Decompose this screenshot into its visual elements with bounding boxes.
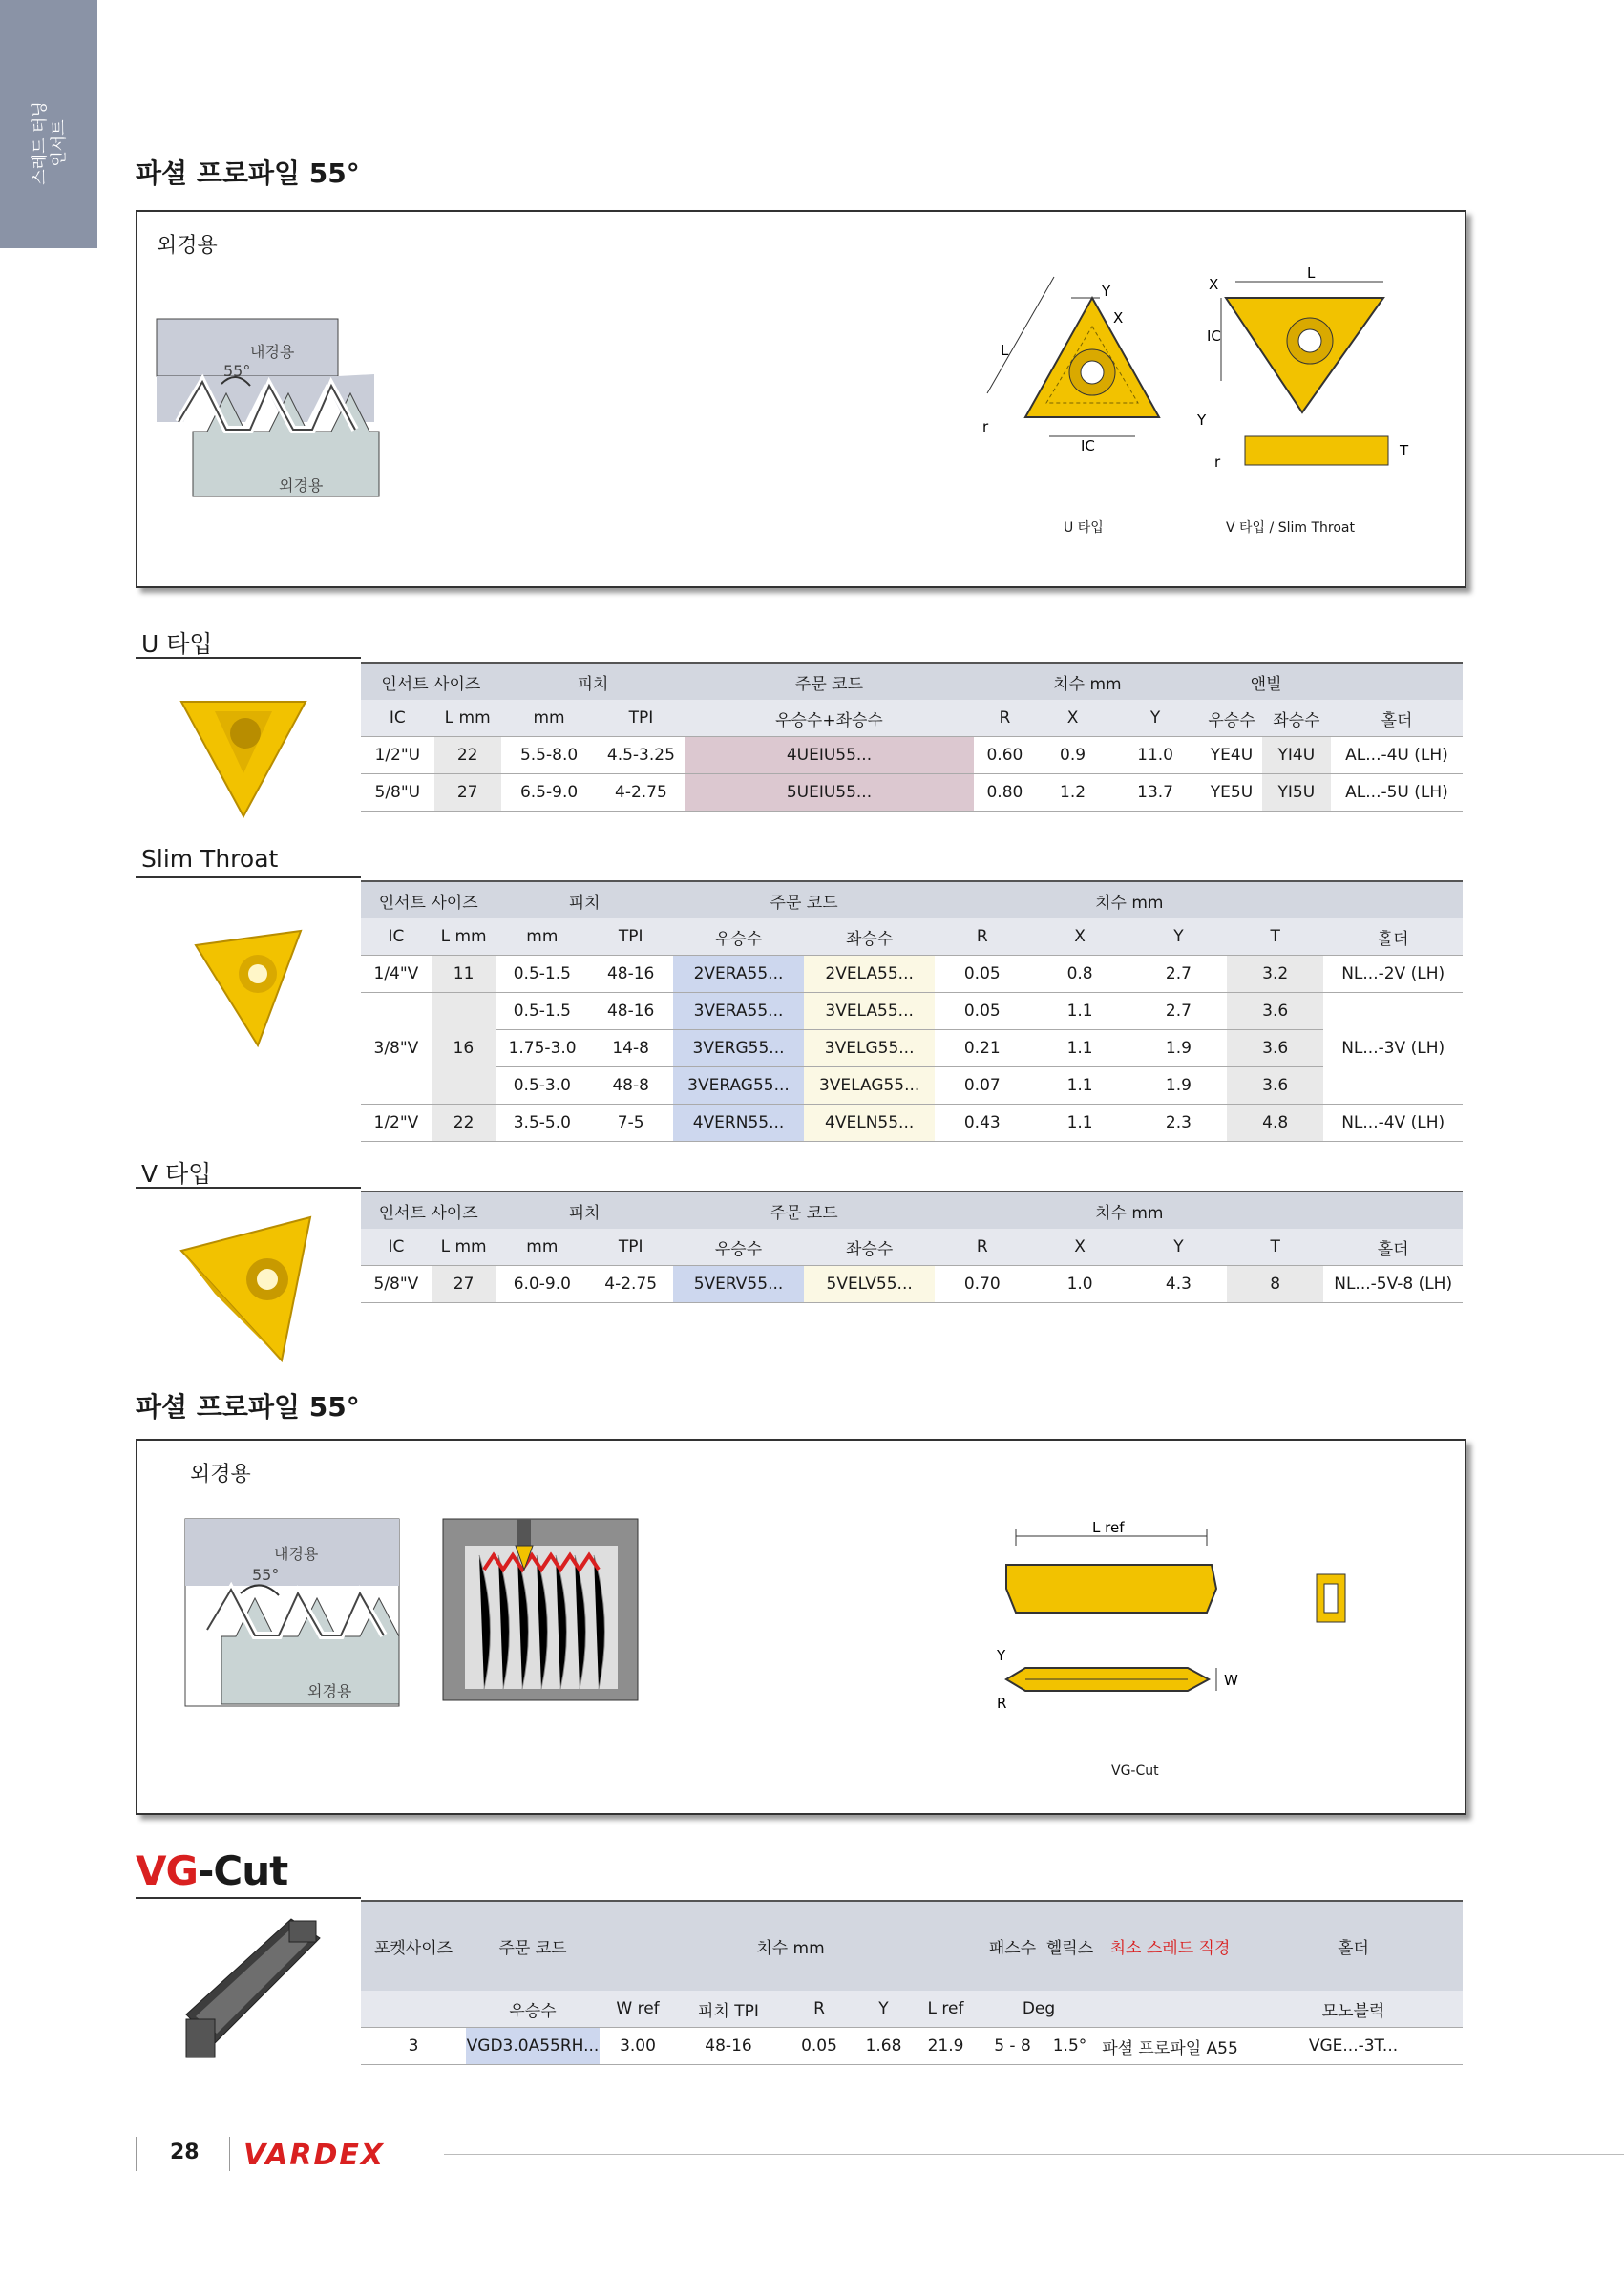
v-type-caption: V 타입 / Slim Throat (1226, 520, 1355, 536)
st-h-l: L mm (432, 918, 496, 956)
v-h-x: X (1029, 1229, 1129, 1266)
table-row: 5/8"V 27 6.0-9.0 4-2.75 5VERV55... 5VELV55... 0.70 1.0 4.3 8 NL...-5V-8 (LH) (361, 1266, 1463, 1303)
v-type-title-underline (136, 1187, 361, 1189)
st-h-tpi: TPI (588, 918, 673, 956)
u-dim-x: X (1113, 309, 1124, 327)
u-h-code: 우승수+좌승수 (685, 700, 973, 737)
u-h-anvil-lh: 좌승수 (1262, 700, 1331, 737)
st-group-dims: 치수 mm (935, 881, 1323, 918)
v-dim-l: L (1307, 264, 1316, 282)
thread-profile-diagram (155, 317, 384, 498)
vgcut-insert-diagram (997, 1508, 1360, 1727)
vg-dim-lref: L ref (1092, 1519, 1125, 1536)
vardex-logo: VARDEX (243, 2139, 386, 2172)
u-group-insert-size: 인서트 사이즈 (361, 663, 501, 700)
u-type-table (361, 662, 1463, 812)
footer-divider-left (136, 2137, 137, 2171)
st-h-y: Y (1130, 918, 1227, 956)
vg-h2-y: Y (857, 1991, 910, 2028)
threading-workpiece-image (441, 1517, 642, 1704)
v-dim-y: Y (1197, 411, 1207, 429)
u-h-holder: 홀더 (1331, 700, 1463, 737)
st-h-ic: IC (361, 918, 432, 956)
table-row: 0.5-3.0 48-8 3VERAG55... 3VELAG55... 0.07 1.1 1.9 3.6 (361, 1067, 1463, 1105)
side-tab-label: 스레드 터닝 인서트 (31, 101, 69, 185)
vg-dim-r: R (997, 1695, 1007, 1712)
vgcut-insert-image (177, 1909, 329, 2072)
vgcut-table (361, 1900, 1463, 2065)
v-dim-ic: IC (1207, 327, 1221, 345)
v-h-rh: 우승수 (673, 1229, 804, 1266)
profile-outer-label: 외경용 (279, 476, 324, 495)
vg-dim-w: W (1224, 1672, 1238, 1689)
v-dim-r: r (1214, 453, 1221, 471)
vg-h2-rh: 우승수 (466, 1991, 600, 2028)
u-dim-ic: IC (1081, 437, 1095, 454)
vg-h2-pitch-tpi: 피치 TPI (676, 1991, 781, 2028)
vg-h-holder: 홀더 (1244, 1901, 1463, 1991)
table-row: 1/2"V 22 3.5-5.0 7-5 4VERN55... 4VELN55... 0.43 1.1 2.3 4.8 NL...-4V (LH) (361, 1105, 1463, 1142)
v-type-insert-diagram (1197, 255, 1484, 475)
u-group-pitch: 피치 (501, 663, 685, 700)
v-h-holder: 홀더 (1323, 1229, 1463, 1266)
table-row: 3/8"V 16 0.5-1.5 48-16 3VERA55... 3VELA55... 0.05 1.1 2.7 3.6 NL...-3V (LH) (361, 993, 1463, 1030)
v-group-insert-size: 인서트 사이즈 (361, 1192, 496, 1229)
v-h-tpi: TPI (588, 1229, 673, 1266)
u-h-x: X (1036, 700, 1109, 737)
st-h-x: X (1029, 918, 1129, 956)
profile-inner-label: 내경용 (250, 343, 295, 361)
vg-h-order-code: 주문 코드 (466, 1901, 600, 1991)
section1-diagram-box (136, 210, 1466, 588)
v-group-dims: 치수 mm (935, 1192, 1323, 1229)
v-h-y: Y (1130, 1229, 1227, 1266)
side-tab (0, 0, 97, 248)
thread-profile-diagram-2 (183, 1517, 403, 1708)
st-h-holder: 홀더 (1323, 918, 1463, 956)
v-h-mm: mm (496, 1229, 588, 1266)
u-h-mm: mm (501, 700, 598, 737)
slim-throat-insert-image (191, 926, 310, 1050)
u-dim-r: r (982, 418, 989, 435)
table-row: 1/2"U 22 5.5-8.0 4.5-3.25 4UEIU55... 0.60 0.9 11.0 YE4U YI4U AL...-4U (LH) (361, 737, 1463, 774)
v-type-insert-image (177, 1213, 315, 1365)
v-type-title: V 타입 (141, 1160, 212, 1188)
slim-throat-title: Slim Throat (141, 845, 279, 873)
u-h-anvil-rh: 우승수 (1201, 700, 1262, 737)
profile2-outer-label: 외경용 (307, 1682, 352, 1700)
u-group-anvil: 앤빌 (1201, 663, 1331, 700)
v-h-t: T (1227, 1229, 1323, 1266)
vg-h2-lref: L ref (910, 1991, 981, 2028)
table-row: 3 VGD3.0A55RH... 3.00 48-16 0.05 1.68 21.9 5 - 8 1.5° 파셜 프로파일 A55 VGE...-3T... (361, 2028, 1463, 2065)
u-h-l: L mm (434, 700, 501, 737)
page-number: 28 (170, 2141, 200, 2164)
st-group-pitch: 피치 (496, 881, 673, 918)
st-h-t: T (1227, 918, 1323, 956)
vg-h2-wref: W ref (600, 1991, 676, 2028)
footer-divider-right (229, 2137, 230, 2171)
table-row: 5/8"U 27 6.5-9.0 4-2.75 5UEIU55... 0.80 1.2 13.7 YE5U YI5U AL...-5U (LH) (361, 774, 1463, 812)
footer-rule (444, 2154, 1624, 2155)
u-type-title-underline (136, 657, 361, 659)
slim-throat-table (361, 880, 1463, 1142)
vg-h2-monoblock: 모노블럭 (1244, 1991, 1463, 2028)
v-h-ic: IC (361, 1229, 432, 1266)
vg-dim-y: Y (997, 1647, 1006, 1664)
u-type-insert-image (177, 687, 310, 821)
slim-throat-title-underline (136, 876, 361, 878)
vg-h-min-thread-dia: 최소 스레드 직경 (1096, 1901, 1244, 1991)
profile-angle-label: 55° (223, 362, 251, 380)
vg-h-dims: 치수 mm (600, 1901, 981, 1991)
vgcut-title-part1: VG (136, 1847, 198, 1894)
vgcut-title-underline (136, 1897, 361, 1899)
vg-h2-r: R (781, 1991, 857, 2028)
vg-h2-deg: Deg (981, 1991, 1096, 2028)
vg-h-helix: 헬릭스 (1044, 1901, 1096, 1991)
v-dim-x: X (1209, 276, 1219, 293)
table-row: 1/4"V 11 0.5-1.5 48-16 2VERA55... 2VELA55... 0.05 0.8 2.7 3.2 NL...-2V (LH) (361, 956, 1463, 993)
section1-title: 파셜 프로파일 55° (136, 158, 360, 189)
u-type-caption: U 타입 (1064, 520, 1104, 536)
section2-box-label: 외경용 (190, 1463, 251, 1487)
st-h-mm: mm (496, 918, 588, 956)
vgcut-caption: VG-Cut (1111, 1763, 1159, 1779)
v-group-pitch: 피치 (496, 1192, 673, 1229)
section2-title: 파셜 프로파일 55° (136, 1391, 360, 1423)
v-h-lh: 좌승수 (804, 1229, 935, 1266)
v-group-order-code: 주문 코드 (673, 1192, 935, 1229)
profile2-inner-label: 내경용 (274, 1545, 319, 1563)
u-h-r: R (974, 700, 1037, 737)
u-h-tpi: TPI (597, 700, 685, 737)
section1-box-label: 외경용 (157, 234, 218, 258)
st-group-insert-size: 인서트 사이즈 (361, 881, 496, 918)
u-dim-l: L (1001, 342, 1009, 359)
vg-h-pocket-size: 포켓사이즈 (361, 1901, 466, 1991)
table-row: 1.75-3.0 14-8 3VERG55... 3VELG55... 0.21 1.1 1.9 3.6 (361, 1030, 1463, 1067)
st-h-rh: 우승수 (673, 918, 804, 956)
vg-h-passes: 패스수 (981, 1901, 1044, 1991)
u-group-dims: 치수 mm (974, 663, 1202, 700)
st-group-order-code: 주문 코드 (673, 881, 935, 918)
v-dim-t: T (1400, 442, 1409, 459)
u-h-y: Y (1109, 700, 1201, 737)
v-h-r: R (935, 1229, 1029, 1266)
u-group-order-code: 주문 코드 (685, 663, 973, 700)
u-dim-y: Y (1102, 283, 1111, 300)
st-h-r: R (935, 918, 1029, 956)
v-h-l: L mm (432, 1229, 496, 1266)
vgcut-title-part2: -Cut (197, 1847, 288, 1894)
section2-diagram-box (136, 1439, 1466, 1815)
v-type-table (361, 1191, 1463, 1303)
vgcut-title (136, 1847, 287, 1894)
profile2-angle-label: 55° (252, 1566, 280, 1584)
st-h-lh: 좌승수 (804, 918, 935, 956)
u-type-title: U 타입 (141, 630, 213, 658)
u-h-ic: IC (361, 700, 434, 737)
